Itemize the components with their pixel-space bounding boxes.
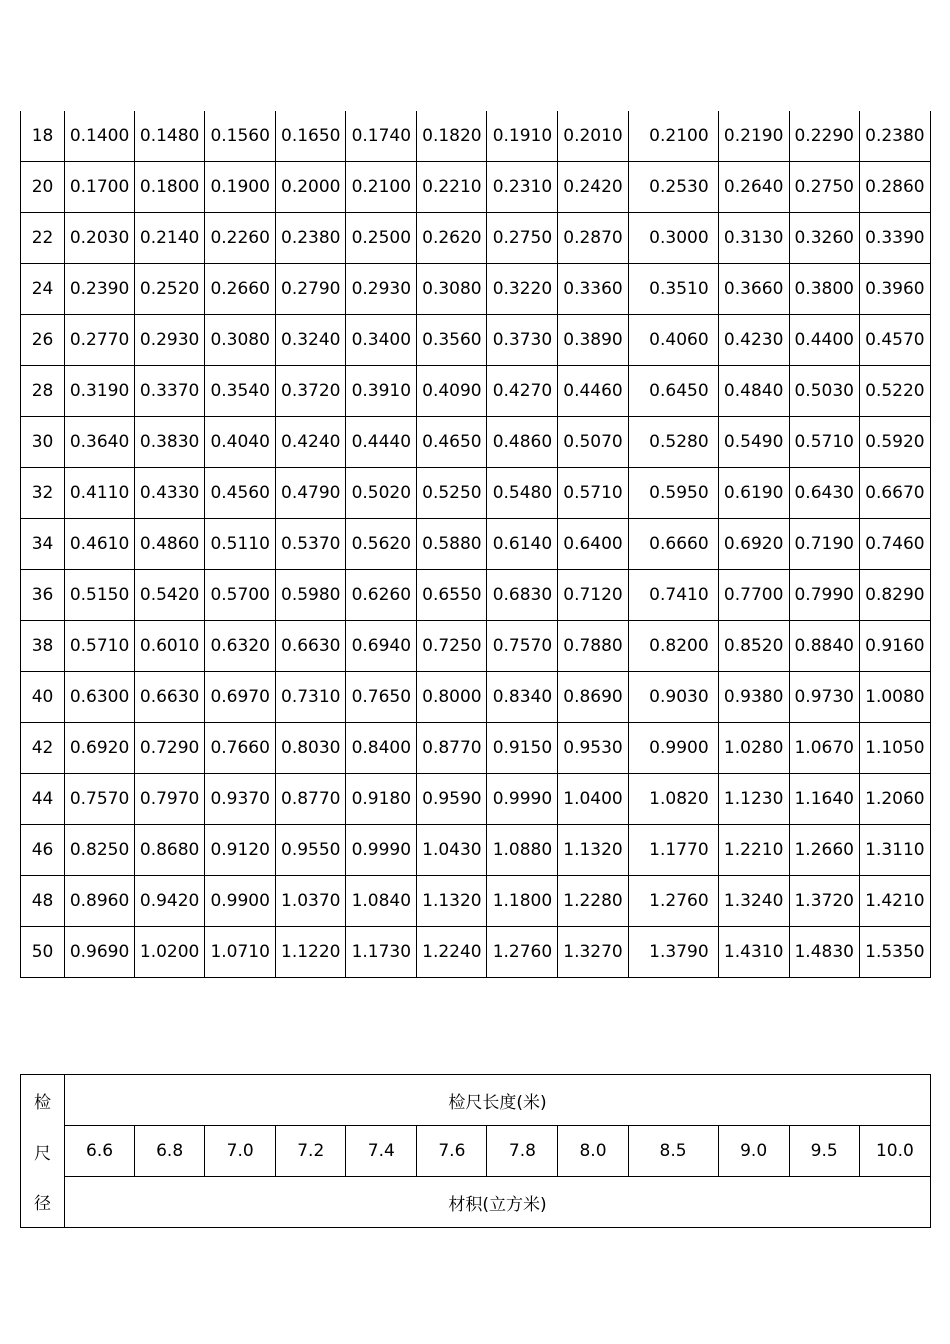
volume-cell: 0.3080: [205, 315, 276, 366]
diameter-cell: 46: [21, 825, 65, 876]
volume-cell: 0.1700: [65, 162, 135, 213]
volume-cell: 0.9550: [276, 825, 346, 876]
volume-cell: 0.4560: [205, 468, 276, 519]
table-row: [21, 111, 931, 162]
diameter-cell: 40: [21, 672, 65, 723]
volume-cell: 0.5920: [859, 417, 930, 468]
volume-cell: 0.4570: [859, 315, 930, 366]
diameter-cell: 34: [21, 519, 65, 570]
volume-cell: 0.5620: [346, 519, 417, 570]
volume-cell: 0.9120: [205, 825, 276, 876]
volume-cell: 0.3510: [628, 264, 718, 315]
volume-cell: 0.5980: [276, 570, 346, 621]
volume-cell: 0.8290: [859, 570, 930, 621]
diameter-cell: 26: [21, 315, 65, 366]
volume-cell: 0.3800: [789, 264, 859, 315]
volume-cell: 0.1820: [417, 111, 487, 162]
volume-cell: 1.1050: [859, 723, 930, 774]
volume-cell: 0.5710: [558, 468, 628, 519]
diameter-cell: 24: [21, 264, 65, 315]
volume-cell: 1.1730: [346, 927, 417, 978]
volume-cell: 0.2030: [65, 213, 135, 264]
table-row: [21, 621, 931, 672]
volume-cell: 1.0820: [628, 774, 718, 825]
volume-cell: 0.4610: [65, 519, 135, 570]
volume-cell: 0.9730: [789, 672, 859, 723]
volume-cell: 0.9590: [417, 774, 487, 825]
volume-cell: 1.5350: [859, 927, 930, 978]
volume-cell: 0.7190: [789, 519, 859, 570]
volume-cell: 0.7660: [205, 723, 276, 774]
length-cell: 6.6: [65, 1126, 135, 1177]
diameter-cell: 30: [21, 417, 65, 468]
volume-cell: 1.3790: [628, 927, 718, 978]
length-cell: 9.5: [789, 1126, 859, 1177]
volume-cell: 0.3370: [135, 366, 205, 417]
volume-cell: 0.1740: [346, 111, 417, 162]
volume-cell: 0.2930: [346, 264, 417, 315]
length-cell: 7.2: [276, 1126, 346, 1177]
volume-cell: 0.4090: [417, 366, 487, 417]
volume-data-table: [20, 111, 931, 978]
volume-cell: 0.1910: [487, 111, 558, 162]
volume-cell: 1.0370: [276, 876, 346, 927]
volume-cell: 0.4790: [276, 468, 346, 519]
table-row: [21, 570, 931, 621]
volume-cell: 0.2010: [558, 111, 628, 162]
volume-cell: 0.5070: [558, 417, 628, 468]
volume-cell: 0.3080: [417, 264, 487, 315]
volume-cell: 1.0880: [487, 825, 558, 876]
volume-cell: 0.2000: [276, 162, 346, 213]
volume-cell: 0.2750: [789, 162, 859, 213]
volume-cell: 0.6300: [65, 672, 135, 723]
volume-cell: 0.6140: [487, 519, 558, 570]
volume-cell: 0.2190: [718, 111, 789, 162]
volume-cell: 1.0280: [718, 723, 789, 774]
volume-cell: 0.2420: [558, 162, 628, 213]
volume-cell: 0.5280: [628, 417, 718, 468]
table-row: [21, 672, 931, 723]
volume-cell: 0.6670: [859, 468, 930, 519]
volume-cell: 0.2640: [718, 162, 789, 213]
volume-cell: 1.2760: [487, 927, 558, 978]
volume-cell: 1.1800: [487, 876, 558, 927]
volume-cell: 0.5480: [487, 468, 558, 519]
volume-cell: 0.4400: [789, 315, 859, 366]
length-cell: 7.6: [417, 1126, 487, 1177]
length-cell: 8.5: [628, 1126, 718, 1177]
volume-cell: 0.3890: [558, 315, 628, 366]
volume-cell: 0.5220: [859, 366, 930, 417]
volume-cell: 1.3270: [558, 927, 628, 978]
volume-cell: 0.2390: [65, 264, 135, 315]
volume-cell: 0.2380: [859, 111, 930, 162]
volume-cell: 0.8770: [417, 723, 487, 774]
volume-cell: 0.4270: [487, 366, 558, 417]
volume-cell: 0.6970: [205, 672, 276, 723]
diameter-cell: 36: [21, 570, 65, 621]
volume-cell: 0.6320: [205, 621, 276, 672]
volume-cell: 0.3910: [346, 366, 417, 417]
volume-cell: 0.5250: [417, 468, 487, 519]
volume-cell: 0.7570: [65, 774, 135, 825]
volume-cell: 1.4210: [859, 876, 930, 927]
length-cell: 8.0: [558, 1126, 628, 1177]
table-row: [21, 876, 931, 927]
volume-cell: 0.9990: [487, 774, 558, 825]
volume-cell: 0.6260: [346, 570, 417, 621]
volume-cell: 0.1900: [205, 162, 276, 213]
volume-cell: 0.3540: [205, 366, 276, 417]
table-row: [21, 264, 931, 315]
volume-cell: 0.3190: [65, 366, 135, 417]
volume-cell: 0.8000: [417, 672, 487, 723]
volume-cell: 0.8960: [65, 876, 135, 927]
volume-cell: 0.2100: [346, 162, 417, 213]
volume-cell: 0.3390: [859, 213, 930, 264]
length-cell: 7.4: [346, 1126, 417, 1177]
volume-cell: 0.8200: [628, 621, 718, 672]
volume-cell: 1.4830: [789, 927, 859, 978]
volume-cell: 0.2310: [487, 162, 558, 213]
volume-cell: 0.5370: [276, 519, 346, 570]
volume-cell: 1.2060: [859, 774, 930, 825]
volume-cell: 0.6430: [789, 468, 859, 519]
volume-cell: 0.5710: [65, 621, 135, 672]
volume-cell: 0.5700: [205, 570, 276, 621]
diameter-cell: 42: [21, 723, 65, 774]
volume-cell: 0.8250: [65, 825, 135, 876]
table-row: [21, 162, 931, 213]
volume-cell: 0.8030: [276, 723, 346, 774]
volume-cell: 0.3560: [417, 315, 487, 366]
table-row: [21, 723, 931, 774]
volume-cell: 0.5490: [718, 417, 789, 468]
volume-cell: 0.7410: [628, 570, 718, 621]
volume-cell: 0.6920: [65, 723, 135, 774]
volume-cell: 1.2660: [789, 825, 859, 876]
volume-cell: 1.0670: [789, 723, 859, 774]
volume-cell: 0.4110: [65, 468, 135, 519]
volume-cell: 0.4460: [558, 366, 628, 417]
volume-cell: 0.7290: [135, 723, 205, 774]
volume-cell: 1.0840: [346, 876, 417, 927]
diameter-cell: 22: [21, 213, 65, 264]
volume-cell: 0.8840: [789, 621, 859, 672]
volume-cell: 0.6830: [487, 570, 558, 621]
volume-cell: 0.2620: [417, 213, 487, 264]
volume-cell: 1.3720: [789, 876, 859, 927]
volume-cell: 0.7880: [558, 621, 628, 672]
volume-cell: 0.4060: [628, 315, 718, 366]
volume-cell: 0.7250: [417, 621, 487, 672]
volume-cell: 0.1400: [65, 111, 135, 162]
volume-cell: 1.0430: [417, 825, 487, 876]
length-cell: 7.8: [487, 1126, 558, 1177]
volume-cell: 0.4230: [718, 315, 789, 366]
volume-cell: 1.0200: [135, 927, 205, 978]
table-row: [21, 213, 931, 264]
volume-cell: 0.5950: [628, 468, 718, 519]
volume-cell: 0.4840: [718, 366, 789, 417]
table-row: [21, 315, 931, 366]
volume-cell: 0.8690: [558, 672, 628, 723]
volume-cell: 0.2210: [417, 162, 487, 213]
volume-cell: 1.2760: [628, 876, 718, 927]
volume-cell: 0.4440: [346, 417, 417, 468]
volume-cell: 0.1650: [276, 111, 346, 162]
diameter-cell: 50: [21, 927, 65, 978]
volume-cell: 0.3000: [628, 213, 718, 264]
volume-cell: 1.2280: [558, 876, 628, 927]
volume-cell: 0.4860: [135, 519, 205, 570]
volume-cell: 0.3400: [346, 315, 417, 366]
volume-cell: 0.8400: [346, 723, 417, 774]
volume-cell: 0.6550: [417, 570, 487, 621]
volume-cell: 0.1560: [205, 111, 276, 162]
volume-cell: 0.4650: [417, 417, 487, 468]
volume-cell: 0.8520: [718, 621, 789, 672]
volume-cell: 0.5110: [205, 519, 276, 570]
volume-cell: 0.1480: [135, 111, 205, 162]
volume-cell: 0.3830: [135, 417, 205, 468]
diameter-cell: 18: [31, 126, 54, 146]
volume-cell: 0.2860: [859, 162, 930, 213]
volume-cell: 1.1640: [789, 774, 859, 825]
volume-cell: 0.2100: [628, 111, 718, 162]
volume-cell: 0.3260: [789, 213, 859, 264]
volume-cell: 0.3360: [558, 264, 628, 315]
table-header-block: [20, 1074, 931, 1228]
volume-cell: 0.2770: [65, 315, 135, 366]
volume-cell: 0.9690: [65, 927, 135, 978]
volume-cell: 0.5710: [789, 417, 859, 468]
volume-cell: 0.8770: [276, 774, 346, 825]
volume-cell: 0.2140: [135, 213, 205, 264]
volume-cell: 0.3660: [718, 264, 789, 315]
volume-header: 材积(立方米): [65, 1177, 931, 1228]
volume-cell: 1.4310: [718, 927, 789, 978]
volume-cell: 1.1220: [276, 927, 346, 978]
table-row: [21, 366, 931, 417]
volume-cell: 0.3240: [276, 315, 346, 366]
volume-cell: 1.0710: [205, 927, 276, 978]
volume-cell: 0.7120: [558, 570, 628, 621]
volume-cell: 0.7570: [487, 621, 558, 672]
volume-cell: 0.2290: [789, 111, 859, 162]
length-header: 检尺长度(米): [65, 1075, 931, 1126]
volume-cell: 0.9900: [628, 723, 718, 774]
volume-cell: 0.9150: [487, 723, 558, 774]
table-row: [21, 774, 931, 825]
volume-cell: 0.9530: [558, 723, 628, 774]
volume-cell: 0.2380: [276, 213, 346, 264]
volume-cell: 0.7700: [718, 570, 789, 621]
diameter-label-char: 径: [21, 1177, 65, 1228]
volume-cell: 0.7970: [135, 774, 205, 825]
volume-cell: 0.2530: [628, 162, 718, 213]
volume-cell: 0.7460: [859, 519, 930, 570]
volume-cell: 0.3730: [487, 315, 558, 366]
diameter-cell: 20: [21, 162, 65, 213]
volume-cell: 0.7310: [276, 672, 346, 723]
volume-cell: 0.2870: [558, 213, 628, 264]
volume-cell: 0.5150: [65, 570, 135, 621]
volume-cell: 0.2520: [135, 264, 205, 315]
volume-cell: 1.0080: [859, 672, 930, 723]
length-cell: 9.0: [718, 1126, 789, 1177]
volume-cell: 0.8340: [487, 672, 558, 723]
length-cell: 6.8: [135, 1126, 205, 1177]
volume-cell: 0.6630: [276, 621, 346, 672]
diameter-label-char: 尺: [21, 1126, 65, 1177]
volume-cell: 0.7650: [346, 672, 417, 723]
volume-cell: 0.5030: [789, 366, 859, 417]
volume-cell: 0.9160: [859, 621, 930, 672]
volume-cell: 0.5020: [346, 468, 417, 519]
volume-cell: 1.1320: [417, 876, 487, 927]
volume-cell: 1.1320: [558, 825, 628, 876]
volume-cell: 0.2930: [135, 315, 205, 366]
volume-cell: 0.2500: [346, 213, 417, 264]
volume-cell: 0.6940: [346, 621, 417, 672]
volume-cell: 0.2790: [276, 264, 346, 315]
volume-cell: 0.2750: [487, 213, 558, 264]
volume-cell: 0.3640: [65, 417, 135, 468]
volume-cell: 0.9380: [718, 672, 789, 723]
volume-cell: 0.6190: [718, 468, 789, 519]
volume-cell: 0.9900: [205, 876, 276, 927]
diameter-label-char: 检: [21, 1075, 65, 1126]
volume-cell: 0.6660: [628, 519, 718, 570]
diameter-cell: 38: [21, 621, 65, 672]
table-row: [21, 519, 931, 570]
volume-cell: 0.9030: [628, 672, 718, 723]
volume-cell: 0.2660: [205, 264, 276, 315]
diameter-cell: 32: [21, 468, 65, 519]
volume-cell: 1.1770: [628, 825, 718, 876]
volume-cell: 1.1230: [718, 774, 789, 825]
volume-cell: 0.4240: [276, 417, 346, 468]
volume-cell: 0.6400: [558, 519, 628, 570]
volume-cell: 0.6920: [718, 519, 789, 570]
volume-cell: 0.4040: [205, 417, 276, 468]
diameter-cell: 44: [21, 774, 65, 825]
volume-cell: 0.4330: [135, 468, 205, 519]
length-cell: 7.0: [205, 1126, 276, 1177]
table-row: [21, 825, 931, 876]
volume-cell: 0.6630: [135, 672, 205, 723]
volume-cell: 0.9420: [135, 876, 205, 927]
volume-cell: 0.9370: [205, 774, 276, 825]
table-row: [21, 468, 931, 519]
volume-cell: 1.0400: [558, 774, 628, 825]
volume-cell: 0.8680: [135, 825, 205, 876]
volume-cell: 0.3130: [718, 213, 789, 264]
volume-cell: 1.2240: [417, 927, 487, 978]
volume-cell: 0.5420: [135, 570, 205, 621]
volume-cell: 0.9990: [346, 825, 417, 876]
table-row: [21, 417, 931, 468]
volume-cell: 0.1800: [135, 162, 205, 213]
volume-cell: 1.3110: [859, 825, 930, 876]
volume-cell: 0.6010: [135, 621, 205, 672]
table-row: [21, 927, 931, 978]
volume-cell: 0.3220: [487, 264, 558, 315]
volume-cell: 0.6450: [628, 366, 718, 417]
volume-cell: 0.3720: [276, 366, 346, 417]
volume-cell: 1.3240: [718, 876, 789, 927]
volume-cell: 0.5880: [417, 519, 487, 570]
diameter-cell: 48: [21, 876, 65, 927]
volume-cell: 0.2260: [205, 213, 276, 264]
volume-cell: 0.9180: [346, 774, 417, 825]
diameter-cell: 28: [21, 366, 65, 417]
volume-cell: 0.4860: [487, 417, 558, 468]
length-cell: 10.0: [859, 1126, 930, 1177]
volume-cell: 0.7990: [789, 570, 859, 621]
volume-cell: 0.3960: [859, 264, 930, 315]
volume-cell: 1.2210: [718, 825, 789, 876]
